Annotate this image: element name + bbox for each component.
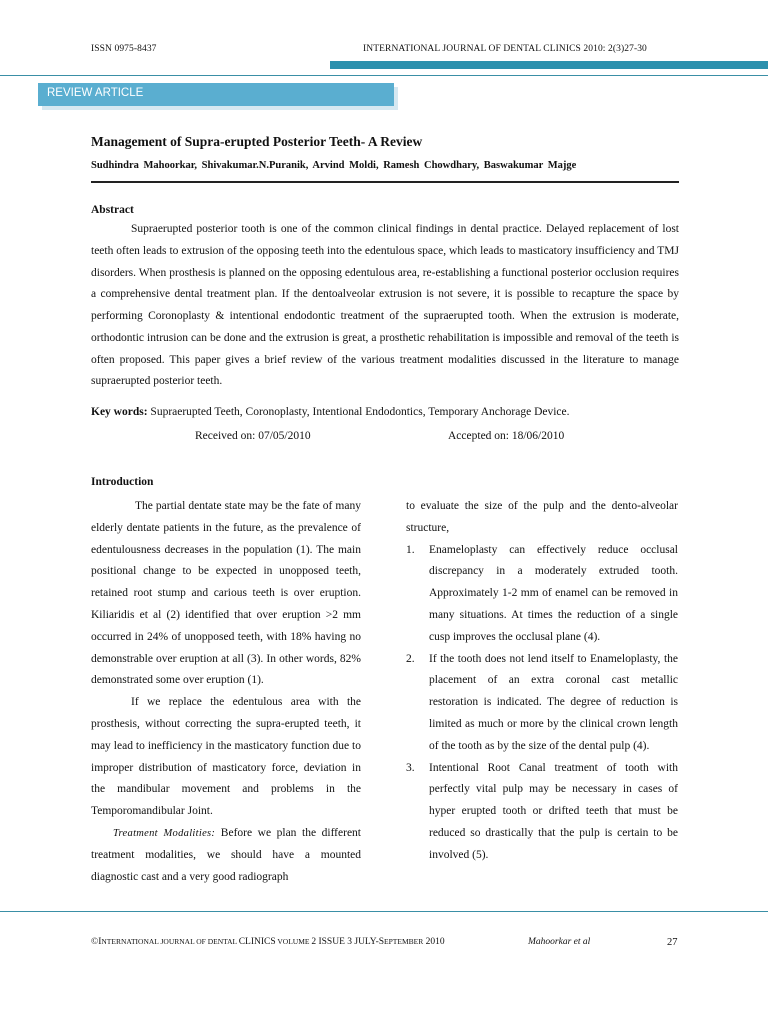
list-item-text: If the tooth does not lend itself to Enameloplasty, the placement of an extra coronal cast metallic restoration is indicated. The degree of reduction is limited as much or more by the clinical crown length of the tooth as by the size of the dental pulp (4). xyxy=(429,652,678,752)
article-authors: Sudhindra Mahoorkar, Shivakumar.N.Puranik, Arvind Moldi, Ramesh Chowdhary, Baswakumar Majge xyxy=(91,160,577,171)
right-column xyxy=(406,496,678,867)
abstract-text: Supraerupted posterior tooth is one of the common clinical findings in dental practice. Delayed replacement of lost teeth often leads to extrusion of the opposing teeth into the edentulous space, which leads to masticatory insufficiency and TMJ disorders. When prosthesis is planned on the opposing edentulous area, re-establishing a functional posterior occlusion requires a comprehensive dental treatment plan. If the dentoalveolar extrusion is not severe, it is possible to recapture the space by performing Coronoplasty & intentional endodontic treatment of the supraerupted tooth. When the extrusion is moderate, orthodontic intrusion can be done and the extrusion is great, a prosthetic rehabilitation is impossible and removal of the teeth is often proposed. This paper gives a brief review of the various treatment modalities discussed in the literature to manage supraerupted posterior teeth. xyxy=(91,223,679,388)
list-item-text: Intentional Root Canal treatment of tooth with perfectly vital pulp may be necessary in cases of hyper erupted tooth or drifted teeth that must be reduced so drastically that the pulp is certain to be involved (5). xyxy=(429,761,678,861)
introduction-heading: Introduction xyxy=(91,476,154,488)
intro-paragraph-2: If we replace the edentulous area with the prosthesis, without correcting the supra-erupted teeth, it may lead to inefficiency in the masticatory function due to improper distribution of masticatory force, deviation in the mandibular movement and problems in the Temporomandibular Joint. xyxy=(91,696,361,818)
header-accent-bar xyxy=(330,61,768,69)
footer-volume: 2 xyxy=(311,937,317,947)
article-title: Management of Supra-erupted Posterior Teeth- A Review xyxy=(91,134,423,149)
left-column xyxy=(91,496,361,888)
keywords-label: Key words: xyxy=(91,406,148,418)
list-item xyxy=(406,758,678,867)
section-label: REVIEW ARTICLE xyxy=(47,87,144,99)
keywords-text: Supraerupted Teeth, Coronoplasty, Intentional Endodontics, Temporary Anchorage Device. xyxy=(147,406,570,418)
footer-volume-label: VOLUME xyxy=(275,937,312,946)
footer-issue: ISSUE 3 JULY-S xyxy=(316,937,385,947)
intro-paragraph-3 xyxy=(91,823,361,888)
abstract-heading: Abstract xyxy=(91,204,134,216)
page-number: 27 xyxy=(667,937,678,948)
right-column-intro: to evaluate the size of the pulp and the dento-alveolar structure, xyxy=(406,500,678,534)
footer-month: EPTEMBER xyxy=(384,937,424,946)
intro-paragraph-3-text: Before we plan the different treatment modalities, we should have a mounted diagnostic cast and a very good radiograph xyxy=(91,826,361,883)
header-issn: ISSN 0975-8437 xyxy=(91,44,157,54)
list-item-number: 2. xyxy=(406,652,415,665)
treatment-list xyxy=(406,540,678,867)
received-date: Received on: 07/05/2010 xyxy=(195,430,311,442)
footer-author: Mahoorkar et al xyxy=(528,937,591,947)
accepted-date: Accepted on: 18/06/2010 xyxy=(448,430,565,442)
list-item xyxy=(406,540,678,649)
keywords xyxy=(91,406,570,418)
footer-journal-name: NTERNATIONAL JOURNAL OF DENTAL xyxy=(101,937,239,946)
footer-journal xyxy=(91,937,445,947)
header-rule xyxy=(0,75,768,76)
list-item-number: 3. xyxy=(406,761,415,774)
list-item-number: 1. xyxy=(406,543,415,556)
intro-paragraph-1: The partial dentate state may be the fate of many elderly dentate patients in the future, as the prevalence of edentulousness decreases in the population (1). The main positional change to be expected in unopposed teeth, retained root stump and carious teeth is over eruption. Kiliaridis et al (2) identified that over eruption >2 mm occurred in 24% of unopposed teeth, with 18% having no demonstrable over eruption at all (3). In other words, 82% demonstrated some over eruption (1). xyxy=(91,500,361,687)
section-label-box xyxy=(38,83,394,106)
footer-rule xyxy=(0,911,768,912)
footer-year: 2010 xyxy=(423,937,445,947)
header-journal-citation: INTERNATIONAL JOURNAL OF DENTAL CLINICS 2010: 2(3)27-30 xyxy=(363,44,647,54)
list-item xyxy=(406,649,678,758)
footer-clinics: CLINICS xyxy=(238,937,276,947)
list-item-text: Enameloplasty can effectively reduce occlusal discrepancy in a moderately extruded tooth. Approximately 1-2 mm of enamel can be removed in many situations. At times the reduction of a single cusp improves the occlusal plane (4). xyxy=(429,543,678,643)
treatment-modalities-label: Treatment Modalities: xyxy=(113,827,216,839)
title-divider xyxy=(91,181,679,183)
footer-copyright: ©I xyxy=(91,937,102,947)
